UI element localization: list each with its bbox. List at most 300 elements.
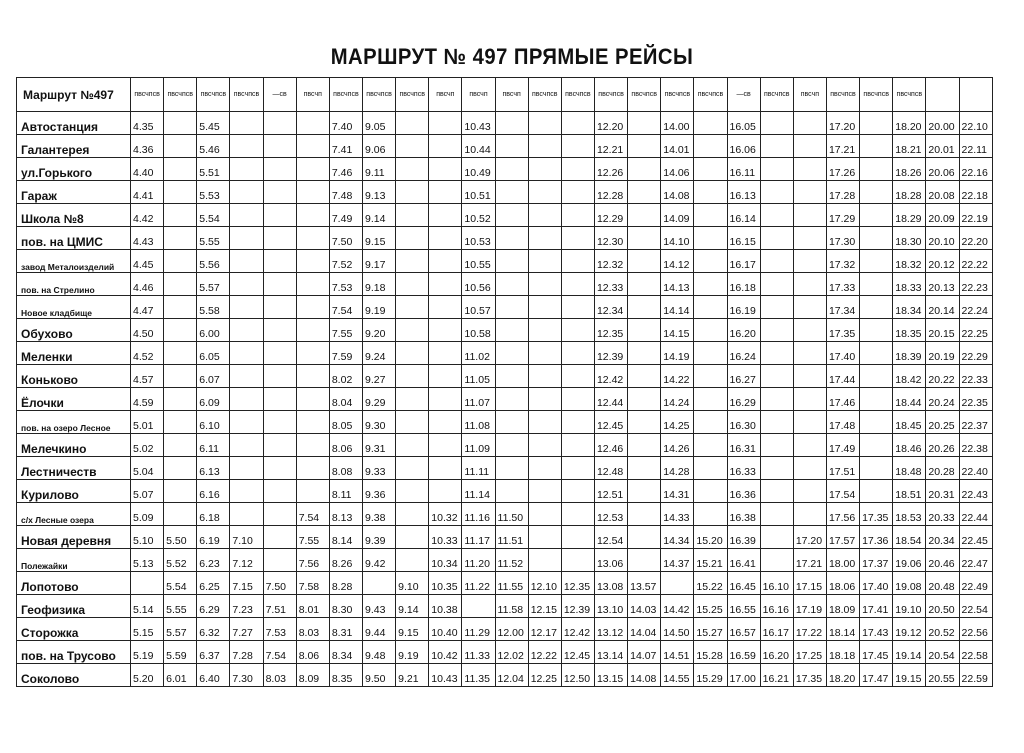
departure-time: 11.09	[462, 434, 495, 457]
departure-time	[396, 135, 429, 158]
departure-time	[131, 572, 164, 595]
departure-time	[628, 388, 661, 411]
departure-time	[495, 227, 528, 250]
table-row	[17, 227, 993, 250]
departure-time	[793, 503, 826, 526]
departure-time	[561, 434, 594, 457]
stop-name: Курилово	[17, 480, 131, 503]
departure-time	[628, 135, 661, 158]
departure-time: 8.28	[329, 572, 362, 595]
departure-time: 14.07	[628, 641, 661, 664]
departure-time: 12.32	[594, 250, 627, 273]
departure-time: 16.17	[760, 618, 793, 641]
departure-time: 14.25	[661, 411, 694, 434]
departure-time: 6.11	[197, 434, 230, 457]
stop-name: Лестничеств	[17, 457, 131, 480]
trip-days-header: пвсчп	[495, 78, 528, 112]
trip-days-header: пвсчп	[429, 78, 462, 112]
departure-time: 8.13	[329, 503, 362, 526]
departure-time	[164, 227, 197, 250]
departure-time	[694, 250, 727, 273]
departure-time	[164, 480, 197, 503]
departure-time: 22.23	[959, 273, 992, 296]
departure-time	[561, 526, 594, 549]
departure-time: 12.42	[561, 618, 594, 641]
departure-time: 6.00	[197, 319, 230, 342]
departure-time: 6.01	[164, 664, 197, 687]
departure-time	[561, 480, 594, 503]
departure-time	[760, 158, 793, 181]
departure-time: 7.58	[296, 572, 329, 595]
departure-time	[528, 411, 561, 434]
departure-time: 18.29	[893, 204, 926, 227]
departure-time: 17.56	[826, 503, 859, 526]
departure-time	[860, 365, 893, 388]
stop-name: Сторожка	[17, 618, 131, 641]
departure-time	[793, 227, 826, 250]
departure-time	[793, 388, 826, 411]
departure-time: 7.56	[296, 549, 329, 572]
departure-time: 16.27	[727, 365, 760, 388]
departure-time	[230, 503, 263, 526]
departure-time	[760, 388, 793, 411]
departure-time: 20.33	[926, 503, 959, 526]
departure-time: 6.37	[197, 641, 230, 664]
departure-time: 18.21	[893, 135, 926, 158]
departure-time: 14.08	[628, 664, 661, 687]
departure-time: 18.28	[893, 181, 926, 204]
departure-time: 12.28	[594, 181, 627, 204]
departure-time: 5.57	[197, 273, 230, 296]
departure-time: 19.08	[893, 572, 926, 595]
departure-time: 9.48	[362, 641, 395, 664]
departure-time: 14.09	[661, 204, 694, 227]
departure-time: 22.18	[959, 181, 992, 204]
departure-time: 4.59	[131, 388, 164, 411]
departure-time: 16.05	[727, 112, 760, 135]
departure-time	[561, 319, 594, 342]
stop-name: пов. на Трусово	[17, 641, 131, 664]
departure-time	[230, 480, 263, 503]
table-row	[17, 342, 993, 365]
departure-time: 8.03	[296, 618, 329, 641]
trip-days-header	[926, 78, 959, 112]
departure-time	[164, 411, 197, 434]
departure-time: 16.29	[727, 388, 760, 411]
trip-days-header: пвсчп	[296, 78, 329, 112]
departure-time: 5.07	[131, 480, 164, 503]
departure-time: 9.06	[362, 135, 395, 158]
departure-time	[561, 135, 594, 158]
departure-time: 12.26	[594, 158, 627, 181]
departure-time: 16.11	[727, 158, 760, 181]
stop-name: Обухово	[17, 319, 131, 342]
departure-time: 12.30	[594, 227, 627, 250]
departure-time	[164, 204, 197, 227]
departure-time: 9.13	[362, 181, 395, 204]
departure-time	[164, 342, 197, 365]
departure-time: 9.39	[362, 526, 395, 549]
departure-time: 16.20	[760, 641, 793, 664]
stop-name: Ёлочки	[17, 388, 131, 411]
departure-time	[296, 227, 329, 250]
departure-time: 5.54	[164, 572, 197, 595]
departure-time: 20.54	[926, 641, 959, 664]
departure-time	[230, 296, 263, 319]
departure-time: 12.02	[495, 641, 528, 664]
departure-time: 4.45	[131, 250, 164, 273]
trip-days-header: пвсчпсв	[826, 78, 859, 112]
departure-time: 14.26	[661, 434, 694, 457]
departure-time: 20.22	[926, 365, 959, 388]
departure-time	[230, 273, 263, 296]
departure-time: 7.15	[230, 572, 263, 595]
departure-time	[628, 296, 661, 319]
departure-time	[263, 434, 296, 457]
departure-time	[230, 181, 263, 204]
departure-time	[561, 296, 594, 319]
table-row	[17, 503, 993, 526]
departure-time: 16.45	[727, 572, 760, 595]
departure-time	[230, 250, 263, 273]
departure-time: 17.37	[860, 549, 893, 572]
departure-time: 14.15	[661, 319, 694, 342]
departure-time	[396, 296, 429, 319]
departure-time	[793, 480, 826, 503]
departure-time: 6.07	[197, 365, 230, 388]
departure-time	[528, 204, 561, 227]
departure-time: 17.20	[793, 526, 826, 549]
departure-time: 16.39	[727, 526, 760, 549]
table-row	[17, 250, 993, 273]
departure-time: 20.52	[926, 618, 959, 641]
departure-time: 16.17	[727, 250, 760, 273]
departure-time	[263, 503, 296, 526]
departure-time	[760, 181, 793, 204]
table-row	[17, 158, 993, 181]
departure-time: 17.30	[826, 227, 859, 250]
departure-time	[230, 158, 263, 181]
departure-time: 20.09	[926, 204, 959, 227]
departure-time: 17.51	[826, 457, 859, 480]
departure-time	[396, 227, 429, 250]
departure-time: 22.58	[959, 641, 992, 664]
departure-time	[396, 342, 429, 365]
departure-time: 17.15	[793, 572, 826, 595]
departure-time: 15.27	[694, 618, 727, 641]
departure-time	[263, 181, 296, 204]
departure-time: 11.11	[462, 457, 495, 480]
departure-time	[793, 273, 826, 296]
departure-time	[164, 250, 197, 273]
departure-time	[628, 227, 661, 250]
departure-time	[628, 250, 661, 273]
departure-time	[230, 112, 263, 135]
departure-time: 18.44	[893, 388, 926, 411]
departure-time: 22.44	[959, 503, 992, 526]
table-row	[17, 526, 993, 549]
departure-time	[429, 411, 462, 434]
departure-time: 5.14	[131, 595, 164, 618]
departure-time	[263, 480, 296, 503]
departure-time	[860, 181, 893, 204]
departure-time: 5.54	[197, 204, 230, 227]
departure-time	[528, 434, 561, 457]
departure-time: 16.24	[727, 342, 760, 365]
departure-time	[760, 227, 793, 250]
departure-time: 18.42	[893, 365, 926, 388]
departure-time: 20.28	[926, 457, 959, 480]
departure-time	[528, 250, 561, 273]
departure-time	[429, 227, 462, 250]
departure-time: 14.34	[661, 526, 694, 549]
departure-time: 5.02	[131, 434, 164, 457]
departure-time	[495, 342, 528, 365]
departure-time	[429, 365, 462, 388]
departure-time: 18.35	[893, 319, 926, 342]
departure-time: 14.08	[661, 181, 694, 204]
departure-time: 14.03	[628, 595, 661, 618]
departure-time	[694, 227, 727, 250]
departure-time	[164, 434, 197, 457]
departure-time: 9.33	[362, 457, 395, 480]
trip-days-header: пвсчп	[462, 78, 495, 112]
departure-time: 12.51	[594, 480, 627, 503]
stop-name: Автостанция	[17, 112, 131, 135]
departure-time: 20.06	[926, 158, 959, 181]
departure-time	[760, 365, 793, 388]
departure-time: 11.51	[495, 526, 528, 549]
departure-time: 12.39	[561, 595, 594, 618]
departure-time: 18.46	[893, 434, 926, 457]
departure-time	[230, 365, 263, 388]
departure-time	[860, 227, 893, 250]
departure-time	[628, 158, 661, 181]
departure-time	[296, 434, 329, 457]
trip-days-header: пвсчпсв	[594, 78, 627, 112]
departure-time: 12.21	[594, 135, 627, 158]
departure-time	[694, 342, 727, 365]
departure-time	[528, 457, 561, 480]
departure-time: 17.45	[860, 641, 893, 664]
departure-time: 7.50	[329, 227, 362, 250]
departure-time	[793, 434, 826, 457]
departure-time: 4.43	[131, 227, 164, 250]
departure-time	[760, 135, 793, 158]
departure-time: 22.38	[959, 434, 992, 457]
departure-time	[561, 273, 594, 296]
departure-time: 6.18	[197, 503, 230, 526]
departure-time: 16.06	[727, 135, 760, 158]
departure-time: 12.45	[594, 411, 627, 434]
stop-name: Мелечкино	[17, 434, 131, 457]
trip-days-header: пвсчпсв	[362, 78, 395, 112]
departure-time: 22.35	[959, 388, 992, 411]
departure-time	[760, 296, 793, 319]
departure-time: 9.17	[362, 250, 395, 273]
departure-time	[528, 526, 561, 549]
departure-time: 14.00	[661, 112, 694, 135]
departure-time	[793, 250, 826, 273]
departure-time	[429, 112, 462, 135]
departure-time	[296, 480, 329, 503]
departure-time	[694, 365, 727, 388]
departure-time: 7.55	[329, 319, 362, 342]
trip-days-header	[959, 78, 992, 112]
departure-time	[760, 434, 793, 457]
timetable	[16, 77, 993, 687]
departure-time: 12.45	[561, 641, 594, 664]
departure-time: 7.48	[329, 181, 362, 204]
departure-time	[561, 250, 594, 273]
departure-time: 6.16	[197, 480, 230, 503]
departure-time: 7.53	[263, 618, 296, 641]
departure-time: 10.44	[462, 135, 495, 158]
departure-time: 17.21	[793, 549, 826, 572]
departure-time: 20.13	[926, 273, 959, 296]
departure-time: 18.32	[893, 250, 926, 273]
stop-name: Соколово	[17, 664, 131, 687]
departure-time	[429, 204, 462, 227]
departure-time: 17.00	[727, 664, 760, 687]
route-header: Маршрут №497	[17, 78, 131, 112]
departure-time	[561, 549, 594, 572]
departure-time	[396, 181, 429, 204]
departure-time: 4.40	[131, 158, 164, 181]
departure-time	[760, 503, 793, 526]
table-row	[17, 273, 993, 296]
departure-time: 14.10	[661, 227, 694, 250]
departure-time	[694, 112, 727, 135]
departure-time: 14.28	[661, 457, 694, 480]
departure-time: 16.13	[727, 181, 760, 204]
departure-time: 17.41	[860, 595, 893, 618]
departure-time: 14.01	[661, 135, 694, 158]
departure-time: 17.35	[826, 319, 859, 342]
departure-time: 17.34	[826, 296, 859, 319]
departure-time: 17.35	[860, 503, 893, 526]
departure-time: 18.39	[893, 342, 926, 365]
departure-time: 14.42	[661, 595, 694, 618]
departure-time	[860, 457, 893, 480]
departure-time: 22.19	[959, 204, 992, 227]
departure-time: 15.29	[694, 664, 727, 687]
departure-time	[860, 204, 893, 227]
departure-time	[793, 319, 826, 342]
departure-time: 22.40	[959, 457, 992, 480]
departure-time	[164, 296, 197, 319]
departure-time: 12.48	[594, 457, 627, 480]
departure-time: 6.13	[197, 457, 230, 480]
departure-time: 20.25	[926, 411, 959, 434]
departure-time	[561, 365, 594, 388]
departure-time: 4.41	[131, 181, 164, 204]
trip-days-header: пвсчпсв	[628, 78, 661, 112]
departure-time: 14.51	[661, 641, 694, 664]
trip-days-header: пвсчпсв	[164, 78, 197, 112]
departure-time: 16.18	[727, 273, 760, 296]
departure-time: 7.12	[230, 549, 263, 572]
departure-time	[528, 319, 561, 342]
departure-time: 9.20	[362, 319, 395, 342]
departure-time: 9.19	[396, 641, 429, 664]
departure-time	[760, 411, 793, 434]
departure-time	[296, 273, 329, 296]
departure-time: 18.48	[893, 457, 926, 480]
departure-time	[793, 457, 826, 480]
departure-time: 20.01	[926, 135, 959, 158]
departure-time: 18.54	[893, 526, 926, 549]
departure-time	[694, 480, 727, 503]
stop-name: пов. на озеро Лесное	[17, 411, 131, 434]
departure-time: 17.57	[826, 526, 859, 549]
departure-time	[396, 526, 429, 549]
departure-time: 11.16	[462, 503, 495, 526]
departure-time	[793, 296, 826, 319]
departure-time: 18.33	[893, 273, 926, 296]
departure-time	[495, 112, 528, 135]
trip-days-header: пвсчпсв	[396, 78, 429, 112]
departure-time: 22.24	[959, 296, 992, 319]
departure-time: 22.49	[959, 572, 992, 595]
departure-time: 9.31	[362, 434, 395, 457]
departure-time	[263, 273, 296, 296]
departure-time: 12.44	[594, 388, 627, 411]
departure-time: 5.57	[164, 618, 197, 641]
departure-time: 7.54	[329, 296, 362, 319]
table-row	[17, 181, 993, 204]
departure-time: 17.19	[793, 595, 826, 618]
departure-time	[164, 319, 197, 342]
departure-time: 14.04	[628, 618, 661, 641]
departure-time	[760, 457, 793, 480]
table-row	[17, 572, 993, 595]
departure-time	[495, 204, 528, 227]
departure-time: 14.14	[661, 296, 694, 319]
departure-time	[495, 411, 528, 434]
departure-time: 12.33	[594, 273, 627, 296]
departure-time	[628, 457, 661, 480]
trip-days-header: пвсчпсв	[230, 78, 263, 112]
departure-time: 10.40	[429, 618, 462, 641]
departure-time: 16.16	[760, 595, 793, 618]
departure-time: 5.09	[131, 503, 164, 526]
departure-time	[429, 181, 462, 204]
trip-days-header: —св	[727, 78, 760, 112]
departure-time: 6.05	[197, 342, 230, 365]
departure-time: 12.35	[561, 572, 594, 595]
table-row	[17, 112, 993, 135]
departure-time: 9.18	[362, 273, 395, 296]
departure-time	[495, 158, 528, 181]
departure-time: 17.46	[826, 388, 859, 411]
departure-time	[860, 434, 893, 457]
departure-time	[760, 204, 793, 227]
departure-time	[561, 388, 594, 411]
departure-time: 9.10	[396, 572, 429, 595]
departure-time	[760, 250, 793, 273]
departure-time: 6.23	[197, 549, 230, 572]
departure-time	[694, 503, 727, 526]
departure-time	[296, 296, 329, 319]
departure-time: 5.53	[197, 181, 230, 204]
departure-time: 5.13	[131, 549, 164, 572]
departure-time: 8.02	[329, 365, 362, 388]
departure-time	[429, 296, 462, 319]
departure-time: 11.14	[462, 480, 495, 503]
trip-days-header: пвсчпсв	[329, 78, 362, 112]
table-row	[17, 296, 993, 319]
